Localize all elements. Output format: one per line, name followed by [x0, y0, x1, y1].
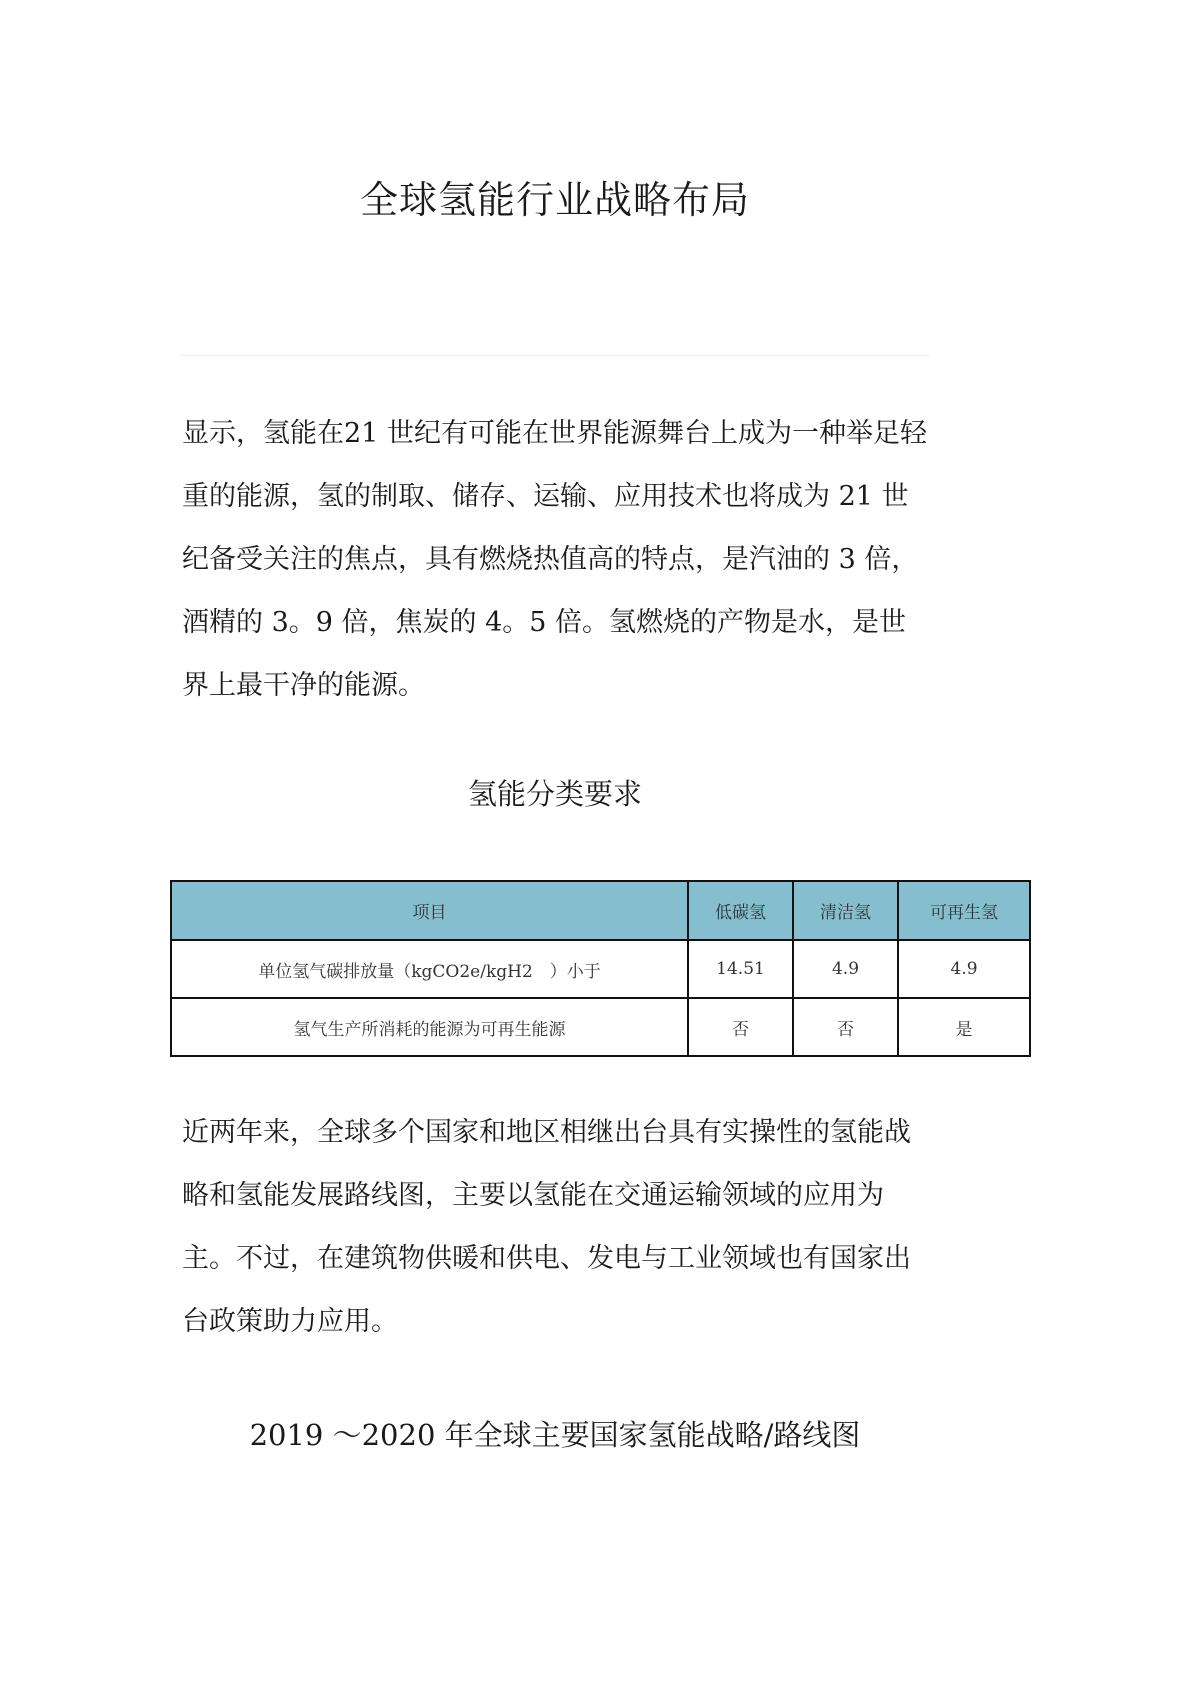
table-cell: 否: [793, 998, 898, 1056]
table-cell: 单位氢气碳排放量（kgCO2e/kgH2 ）小于: [171, 940, 688, 998]
table-cell: 4.9: [898, 940, 1030, 998]
table-cell: 4.9: [793, 940, 898, 998]
table-cell: 14.51: [688, 940, 793, 998]
table-title: 氢能分类要求: [467, 777, 642, 811]
header-low-carbon: 低碳氢: [688, 881, 793, 940]
table-cell: 是: [898, 998, 1030, 1056]
header-clean: 清洁氢: [793, 881, 898, 940]
header-renewable: 可再生氢: [898, 881, 1030, 940]
table-header-row: [171, 881, 1030, 940]
header-item: 项目: [171, 881, 688, 940]
table-row: [171, 940, 1030, 998]
strategy-paragraph: 近两年来，全球多个国家和地区相继出台具有实操性的氢能战略和氢能发展路线图，主要以氢能在交通运输领域的应用为主。不过，在建筑物供暖和供电、发电与工业领域也有国家出台政策助力应用。: [182, 1117, 911, 1337]
document-title: 全球氢能行业战略布局: [359, 178, 750, 222]
table-cell: 否: [688, 998, 793, 1056]
header-divider: [180, 355, 930, 356]
table-cell: 氢气生产所消耗的能源为可再生能源: [171, 998, 688, 1056]
intro-paragraph: 显示，氢能在21 世纪有可能在世界能源舞台上成为一种举足轻重的能源，氢的制取、储存、运输、应用技术也将成为 21 世纪备受关注的焦点，具有燃烧热值高的特点，是汽油的 3 倍，酒精的 3。9 倍，焦炭的 4。5 倍。氢燃烧的产物是水，是世界上最干净的能源。: [182, 418, 927, 701]
table-row: [171, 998, 1030, 1056]
hydrogen-classification-table: [170, 880, 1031, 1057]
figure-caption: 2019 ～2020 年全球主要国家氢能战略/路线图: [249, 1418, 861, 1452]
